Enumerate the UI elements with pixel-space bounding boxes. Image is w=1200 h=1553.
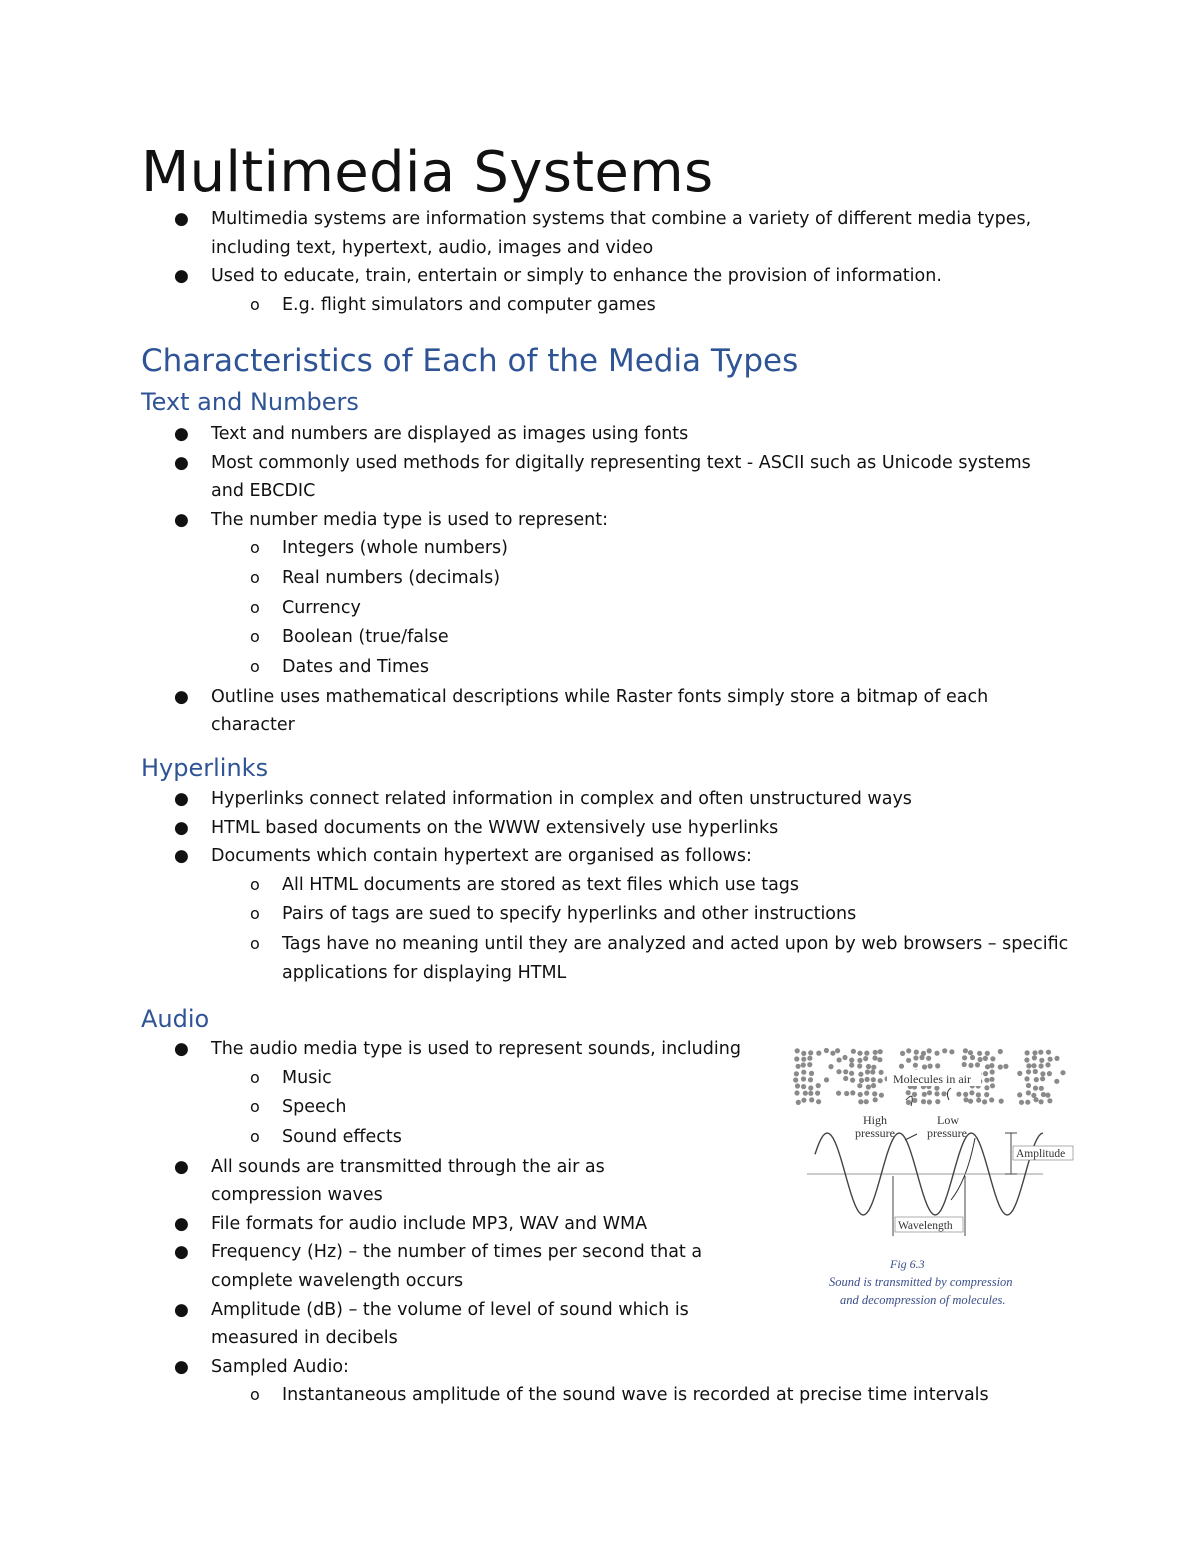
molecule-dot xyxy=(1024,1057,1029,1062)
molecule-dot xyxy=(835,1048,840,1053)
bullet-icon: ● xyxy=(174,209,189,229)
bullet-icon: ● xyxy=(174,1299,189,1320)
molecule-dot xyxy=(934,1051,939,1056)
molecule-dot xyxy=(934,1086,939,1091)
molecule-dot xyxy=(801,1062,806,1067)
heading-audio: Audio xyxy=(141,1005,210,1033)
molecule-dot xyxy=(794,1056,799,1061)
molecule-dot xyxy=(912,1092,917,1097)
molecule-dot xyxy=(1039,1099,1044,1104)
molecule-dot xyxy=(879,1093,884,1098)
list-item: ● Hyperlinks connect related information in complex and often unstructured ways xyxy=(141,785,1071,814)
molecule-dot xyxy=(906,1100,911,1105)
molecule-dot xyxy=(989,1063,994,1068)
molecule-dot xyxy=(975,1062,980,1067)
molecule-dot xyxy=(977,1051,982,1056)
molecule-dot xyxy=(1034,1077,1039,1082)
molecule-dot xyxy=(870,1069,875,1074)
list-item: ● Multimedia systems are information systems that combine a variety of different media types, including text, hypertext, audio, images and video xyxy=(141,205,1061,262)
sub-bullet-icon: o xyxy=(250,538,260,558)
molecule-dot xyxy=(963,1097,968,1102)
molecule-dot xyxy=(1026,1083,1031,1088)
molecule-dot xyxy=(872,1091,877,1096)
molecule-dot xyxy=(1033,1069,1038,1074)
molecule-dot xyxy=(1045,1093,1050,1098)
molecule-dot xyxy=(1026,1069,1031,1074)
molecule-dot xyxy=(794,1071,799,1076)
molecule-dot xyxy=(873,1050,878,1055)
molecule-dot xyxy=(990,1083,995,1088)
molecule-dot xyxy=(968,1050,973,1055)
molecule-dot xyxy=(1033,1097,1038,1102)
bullet-icon: ● xyxy=(174,452,189,473)
molecule-dot xyxy=(858,1099,863,1104)
sound-wave-diagram xyxy=(785,1040,1075,1320)
molecule-dot xyxy=(824,1077,829,1082)
molecule-dot xyxy=(963,1092,968,1097)
sub-list-item: o Instantaneous amplitude of the sound wave is recorded at precise time intervals xyxy=(141,1381,1061,1410)
molecule-dot xyxy=(808,1050,813,1055)
sub-bullet-icon: o xyxy=(250,1385,260,1404)
molecule-dot xyxy=(859,1078,864,1083)
molecule-dot xyxy=(922,1092,927,1097)
molecule-dot xyxy=(927,1090,932,1095)
molecule-dot xyxy=(809,1097,814,1102)
molecule-dot xyxy=(873,1097,878,1102)
audio-list xyxy=(141,1035,751,1381)
figure-caption-line-2: and decompression of molecules. xyxy=(840,1293,1006,1307)
intro-list xyxy=(141,205,1061,319)
molecule-dot xyxy=(815,1091,820,1096)
molecule-dot xyxy=(1041,1092,1046,1097)
molecule-dot xyxy=(1025,1050,1030,1055)
bullet-icon: ● xyxy=(174,817,189,838)
molecule-dot xyxy=(1054,1056,1059,1061)
molecule-dot xyxy=(998,1064,1003,1069)
molecule-dot xyxy=(849,1071,854,1076)
molecule-dot xyxy=(803,1091,808,1096)
molecule-dot xyxy=(913,1063,918,1068)
molecule-dot xyxy=(837,1057,842,1062)
molecule-dot xyxy=(1054,1079,1059,1084)
molecule-dot xyxy=(976,1092,981,1097)
molecule-dot xyxy=(857,1058,862,1063)
molecule-dot xyxy=(1060,1070,1065,1075)
molecule-dot xyxy=(836,1069,841,1074)
molecule-dot xyxy=(989,1077,994,1082)
page-title: Multimedia Systems xyxy=(141,140,714,205)
molecule-dot xyxy=(857,1051,862,1056)
molecule-dot xyxy=(851,1049,856,1054)
molecule-dot xyxy=(877,1057,882,1062)
molecule-dot xyxy=(842,1055,847,1060)
molecule-dot xyxy=(866,1064,871,1069)
molecule-dot xyxy=(976,1098,981,1103)
molecule-dot xyxy=(984,1078,989,1083)
molecules-label: Molecules in air xyxy=(893,1072,971,1086)
list-item: ● The audio media type is used to represent sounds, including xyxy=(141,1035,751,1064)
sound-wave-figure xyxy=(785,1040,1075,1320)
list-item: ● HTML based documents on the WWW extensively use hyperlinks xyxy=(141,814,1071,843)
molecule-dot xyxy=(807,1056,812,1061)
bullet-icon: ● xyxy=(174,846,189,867)
bullet-icon: ● xyxy=(174,1242,189,1263)
molecule-dot xyxy=(1039,1058,1044,1063)
molecule-dot xyxy=(1025,1100,1030,1105)
molecule-dot xyxy=(970,1055,975,1060)
molecule-dot xyxy=(878,1049,883,1054)
molecule-dot xyxy=(816,1083,821,1088)
molecule-dot xyxy=(1031,1063,1036,1068)
molecule-dot xyxy=(871,1077,876,1082)
molecule-dot xyxy=(864,1099,869,1104)
molecule-dot xyxy=(871,1083,876,1088)
molecule-dot xyxy=(926,1056,931,1061)
sub-list-item: o Real numbers (decimals) xyxy=(141,564,1041,594)
figure-caption-line-1: Sound is transmitted by compression xyxy=(829,1275,1013,1289)
molecule-dot xyxy=(795,1048,800,1053)
wavelength-label: Wavelength xyxy=(898,1220,953,1232)
sub-list-item: o Music xyxy=(141,1064,751,1094)
molecule-dot xyxy=(927,1048,932,1053)
high-pressure-label-2: pressure xyxy=(855,1126,895,1140)
sub-bullet-icon: o xyxy=(250,874,260,894)
molecule-dot xyxy=(850,1090,855,1095)
molecule-dot xyxy=(864,1051,869,1056)
molecule-dot xyxy=(968,1063,973,1068)
molecule-dot xyxy=(808,1091,813,1096)
molecule-dot xyxy=(990,1056,995,1061)
molecule-dot xyxy=(879,1070,884,1075)
molecule-dot xyxy=(963,1048,968,1053)
molecule-dot xyxy=(828,1064,833,1069)
molecule-dot xyxy=(801,1076,806,1081)
molecule-dot xyxy=(928,1064,933,1069)
molecule-dot xyxy=(982,1099,987,1104)
molecule-dot xyxy=(816,1051,821,1056)
molecule-dot xyxy=(1040,1071,1045,1076)
sub-list-item: o Dates and Times xyxy=(141,653,1041,683)
molecule-dot xyxy=(934,1091,939,1096)
molecule-dot xyxy=(858,1092,863,1097)
molecule-dot xyxy=(1040,1076,1045,1081)
bullet-icon: ● xyxy=(174,789,189,809)
molecule-dot xyxy=(899,1064,904,1069)
list-item: ● Outline uses mathematical descriptions while Raster fonts simply store a bitmap of each character xyxy=(141,683,1041,740)
molecule-dot xyxy=(794,1090,799,1095)
molecule-dot xyxy=(984,1092,989,1097)
sub-list-item: o Sound effects xyxy=(141,1123,751,1153)
molecule-dot xyxy=(962,1055,967,1060)
sub-list-item: o Pairs of tags are sued to specify hyperlinks and other instructions xyxy=(141,900,1071,930)
molecule-dot xyxy=(824,1048,829,1053)
molecule-dot xyxy=(906,1058,911,1063)
bullet-icon: ● xyxy=(174,424,189,444)
low-pressure-label-2: pressure xyxy=(927,1126,967,1140)
molecule-dot xyxy=(912,1098,917,1103)
molecule-dot xyxy=(801,1057,806,1062)
list-item: ● Documents which contain hypertext are organised as follows: xyxy=(141,842,1071,871)
molecule-dot xyxy=(1046,1050,1051,1055)
molecule-dot xyxy=(922,1064,927,1069)
sub-bullet-icon: o xyxy=(250,1097,260,1117)
molecule-dot xyxy=(942,1048,947,1053)
molecule-dot xyxy=(999,1099,1004,1104)
molecule-dot xyxy=(941,1091,946,1096)
molecule-dot xyxy=(968,1099,973,1104)
list-item: ● The number media type is used to represent: xyxy=(141,506,1041,535)
molecule-dot xyxy=(1045,1062,1050,1067)
molecule-dot xyxy=(843,1076,848,1081)
sub-bullet-icon: o xyxy=(250,568,260,588)
molecule-dot xyxy=(1032,1050,1037,1055)
molecule-dot xyxy=(914,1050,919,1055)
heading-hyperlinks: Hyperlinks xyxy=(141,754,269,782)
list-item: ● Most commonly used methods for digitally representing text - ASCII such as Unicode systems and EBCDIC xyxy=(141,449,1041,506)
figure-number: Fig 6.3 xyxy=(890,1257,925,1271)
molecule-dot xyxy=(809,1071,814,1076)
molecule-dot xyxy=(978,1057,983,1062)
molecule-dot xyxy=(1019,1100,1024,1105)
molecule-dot xyxy=(872,1055,877,1060)
molecule-dot xyxy=(808,1085,813,1090)
molecule-dot xyxy=(866,1084,871,1089)
molecule-dot xyxy=(1003,1064,1008,1069)
molecule-dot xyxy=(796,1100,801,1105)
list-item: ● Sampled Audio: xyxy=(141,1353,751,1382)
molecule-dot xyxy=(1047,1098,1052,1103)
molecule-dot xyxy=(927,1099,932,1104)
molecule-dot xyxy=(1048,1057,1053,1062)
molecule-dot xyxy=(1038,1050,1043,1055)
molecule-dot xyxy=(1026,1063,1031,1068)
sub-bullet-icon: o xyxy=(250,1127,260,1146)
molecule-dot xyxy=(878,1078,883,1083)
molecule-dot xyxy=(796,1064,801,1069)
molecule-dot xyxy=(857,1083,862,1088)
molecule-dot xyxy=(913,1055,918,1060)
sub-bullet-icon: o xyxy=(250,597,260,617)
molecule-dot xyxy=(871,1065,876,1070)
molecule-dot xyxy=(990,1069,995,1074)
bullet-icon: ● xyxy=(174,1039,189,1059)
list-item: ● Amplitude (dB) – the volume of level of sound which is measured in decibels xyxy=(141,1296,701,1353)
molecule-dot xyxy=(1032,1055,1037,1060)
molecule-dot xyxy=(984,1085,989,1090)
sub-bullet-icon: o xyxy=(250,657,260,677)
compression-arrow xyxy=(905,1134,917,1140)
sub-bullet-icon: o xyxy=(250,1067,260,1087)
section-heading: Characteristics of Each of the Media Types xyxy=(141,343,799,379)
molecule-dot xyxy=(1039,1063,1044,1068)
list-item: ● Frequency (Hz) – the number of times per second that a complete wavelength occurs xyxy=(141,1238,711,1295)
molecule-dot xyxy=(906,1090,911,1095)
molecule-dot xyxy=(808,1077,813,1082)
molecule-dot xyxy=(921,1099,926,1104)
list-item: ● All sounds are transmitted through the air as compression waves xyxy=(141,1153,711,1210)
sub-list-item: o Speech xyxy=(141,1093,751,1123)
molecule-dot xyxy=(836,1091,841,1096)
molecule-dot xyxy=(858,1072,863,1077)
molecule-dot xyxy=(1024,1076,1029,1081)
high-pressure-label-1: High xyxy=(863,1113,887,1127)
molecule-dot xyxy=(1033,1086,1038,1091)
audio-sampled-list xyxy=(141,1381,1061,1410)
molecule-dot xyxy=(956,1092,961,1097)
molecule-dot xyxy=(989,1097,994,1102)
molecule-dot xyxy=(935,1099,940,1104)
molecule-dot xyxy=(864,1091,869,1096)
heading-text-and-numbers: Text and Numbers xyxy=(141,388,359,416)
sub-list-item: o Tags have no meaning until they are analyzed and acted upon by web browsers – specific applications for displaying HTML xyxy=(141,930,1071,989)
sub-list-item: o Integers (whole numbers) xyxy=(141,534,1041,564)
sub-bullet-icon: o xyxy=(250,294,260,314)
molecule-dot xyxy=(969,1090,974,1095)
molecule-dot xyxy=(985,1064,990,1069)
molecule-dot xyxy=(1017,1092,1022,1097)
molecule-dot xyxy=(807,1062,812,1067)
molecule-dot xyxy=(801,1084,806,1089)
molecule-dot xyxy=(863,1056,868,1061)
molecule-dot xyxy=(998,1049,1003,1054)
molecule-dot xyxy=(843,1069,848,1074)
sub-bullet-icon: o xyxy=(250,904,260,924)
molecule-dot xyxy=(795,1083,800,1088)
molecule-dot xyxy=(906,1048,911,1053)
molecule-dot xyxy=(816,1099,821,1104)
molecule-dot xyxy=(865,1069,870,1074)
bullet-icon: ● xyxy=(174,509,189,530)
molecule-dot xyxy=(793,1077,798,1082)
molecule-dot xyxy=(849,1063,854,1068)
molecule-dot xyxy=(900,1051,905,1056)
low-pressure-label-1: Low xyxy=(937,1113,959,1127)
molecule-dot xyxy=(844,1091,849,1096)
amplitude-label: Amplitude xyxy=(1016,1148,1066,1160)
bullet-icon: ● xyxy=(174,1156,189,1177)
sub-bullet-icon: o xyxy=(250,627,260,647)
molecule-dot xyxy=(865,1077,870,1082)
bullet-icon: ● xyxy=(174,686,189,707)
bullet-icon: ● xyxy=(174,1356,189,1377)
molecule-dot xyxy=(830,1051,835,1056)
molecule-dot xyxy=(1017,1071,1022,1076)
molecule-dot xyxy=(935,1063,940,1068)
list-item: ● File formats for audio include MP3, WAV and WMA xyxy=(141,1210,751,1239)
text-numbers-list xyxy=(141,420,1041,740)
molecule-dot xyxy=(850,1078,855,1083)
list-item: ● Text and numbers are displayed as images using fonts xyxy=(141,420,1041,449)
molecule-dot xyxy=(1026,1090,1031,1095)
hyperlinks-list xyxy=(141,785,1071,989)
molecule-dot xyxy=(849,1058,854,1063)
molecule-dot xyxy=(801,1051,806,1056)
molecule-dot xyxy=(857,1063,862,1068)
sub-bullet-icon: o xyxy=(250,933,260,953)
sub-list-item: o Boolean (true/false xyxy=(141,623,1041,653)
sub-list-item: o E.g. flight simulators and computer games xyxy=(141,291,1061,320)
bullet-icon: ● xyxy=(174,266,189,287)
molecule-dot xyxy=(949,1049,954,1054)
sub-list-item: o Currency xyxy=(141,594,1041,624)
low-pressure-arrow xyxy=(947,1088,951,1100)
molecule-dot xyxy=(1047,1071,1052,1076)
bullet-icon: ● xyxy=(174,1213,189,1234)
sub-list-item: o All HTML documents are stored as text files which use tags xyxy=(141,871,1071,901)
molecule-dot xyxy=(801,1070,806,1075)
molecule-dot xyxy=(919,1055,924,1060)
molecule-dot xyxy=(1039,1086,1044,1091)
molecule-dot xyxy=(985,1051,990,1056)
list-item: ● Used to educate, train, entertain or simply to enhance the provision of information. xyxy=(141,262,1061,291)
molecule-dot xyxy=(983,1056,988,1061)
molecule-dot xyxy=(983,1071,988,1076)
molecule-dot xyxy=(962,1062,967,1067)
molecule-dot xyxy=(801,1098,806,1103)
